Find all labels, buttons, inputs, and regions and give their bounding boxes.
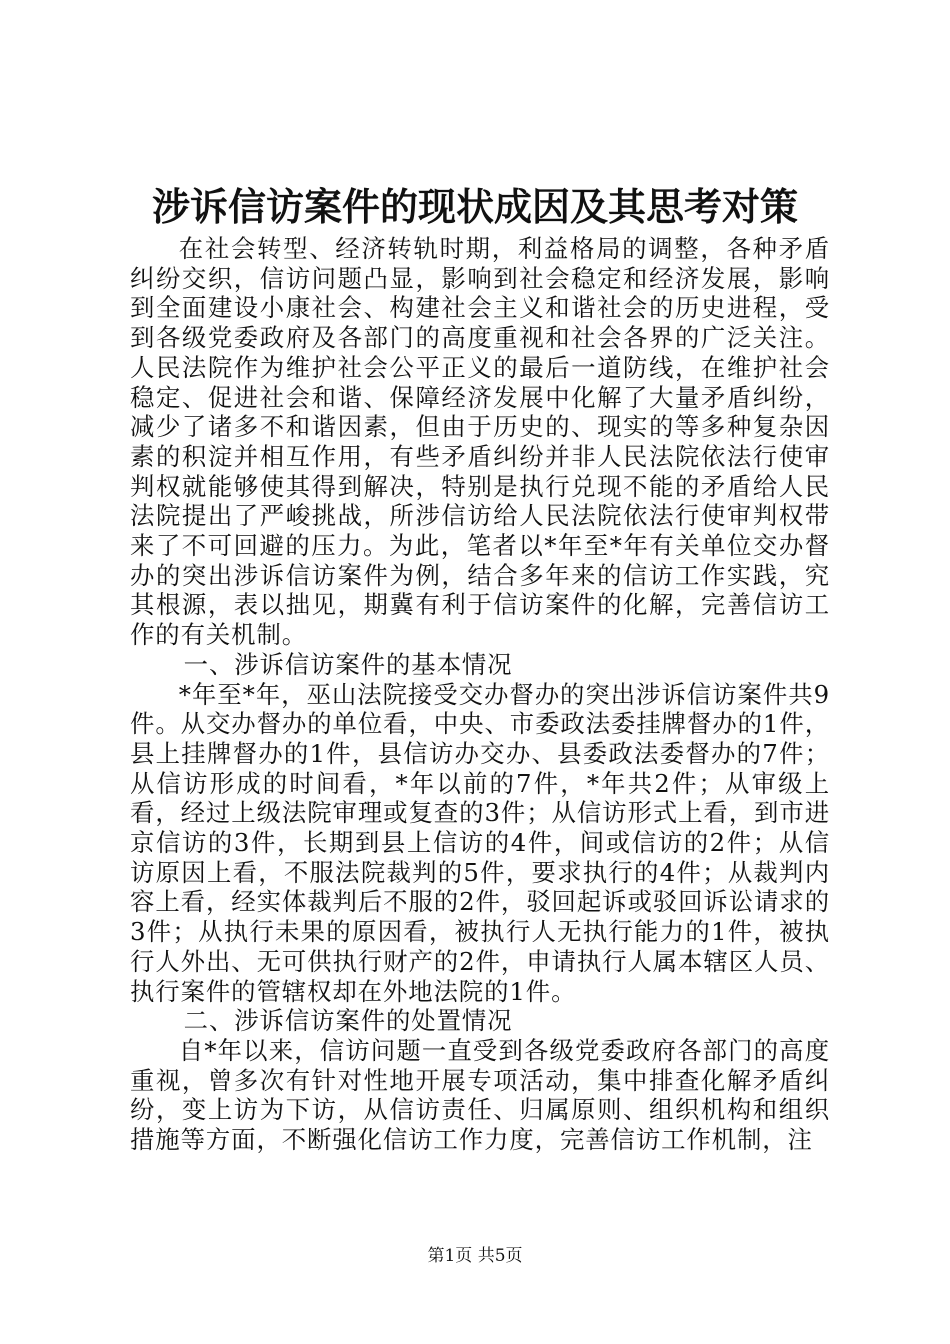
section-1-paragraph: *年至*年，巫山法院接受交办督办的突出涉诉信访案件共9件。从交办督办的单位看，中央、市委政法委挂牌督办的1件，县上挂牌督办的1件，县信访办交办、县委政法委督办的7件；从信访形成的时间看，*年以前的7件，*年共2件；从审级上看，经过上级法院审理或复查的3件；从信访形式上看，到市进京信访的3件，长期到县上信访的4件，间或信访的2件；从信访原因上看，不服法院裁判的5件，要求执行的4件；从裁判内容上看，经实体裁判后不服的2件，驳回起诉或驳回诉讼请求的3件；从执行未果的原因看，被执行人无执行能力的1件，被执行人外出、无可供执行财产的2件，申请执行人属本辖区人员、执行案件的管辖权却在外地法院的1件。 (130, 679, 830, 1006)
document-title: 涉诉信访案件的现状成因及其思考对策 (151, 184, 798, 229)
section-2-paragraph: 自*年以来，信访问题一直受到各级党委政府各部门的高度重视，曾多次有针对性地开展专项活动，集中排查化解矛盾纠纷，变上访为下访，从信访责任、归属原则、组织机构和组织措施等方面，不断强化信访工作力度，完善信访工作机制，注 (130, 1035, 830, 1155)
intro-paragraph: 在社会转型、经济转轨时期，利益格局的调整，各种矛盾纠纷交织，信访问题凸显，影响到社会稳定和经济发展，影响到全面建设小康社会、构建社会主义和谐社会的历史进程，受到各级党委政府及各部门的高度重视和社会各界的广泛关注。人民法院作为维护社会公平正义的最后一道防线，在维护社会稳定、促进社会和谐、保障经济发展中化解了大量矛盾纠纷，减少了诸多不和谐因素，但由于历史的、现实的等多种复杂因素的积淀并相互作用，有些矛盾纠纷并非人民法院依法行使审判权就能够使其得到解决，特别是执行兑现不能的矛盾给人民法院提出了严峻挑战，所涉信访给人民法院依法行使审判权带来了不可回避的压力。为此，笔者以*年至*年有关单位交办督办的突出涉诉信访案件为例，结合多年来的信访工作实践，究其根源，表以拙见，期冀有利于信访案件的化解，完善信访工作的有关机制。 (130, 234, 830, 650)
section-heading-1: 一、涉诉信访案件的基本情况 (183, 649, 513, 679)
page-number-footer: 第1页 共5页 (427, 1246, 523, 1266)
section-heading-2: 二、涉诉信访案件的处置情况 (183, 1006, 513, 1036)
document-body (130, 234, 830, 1155)
